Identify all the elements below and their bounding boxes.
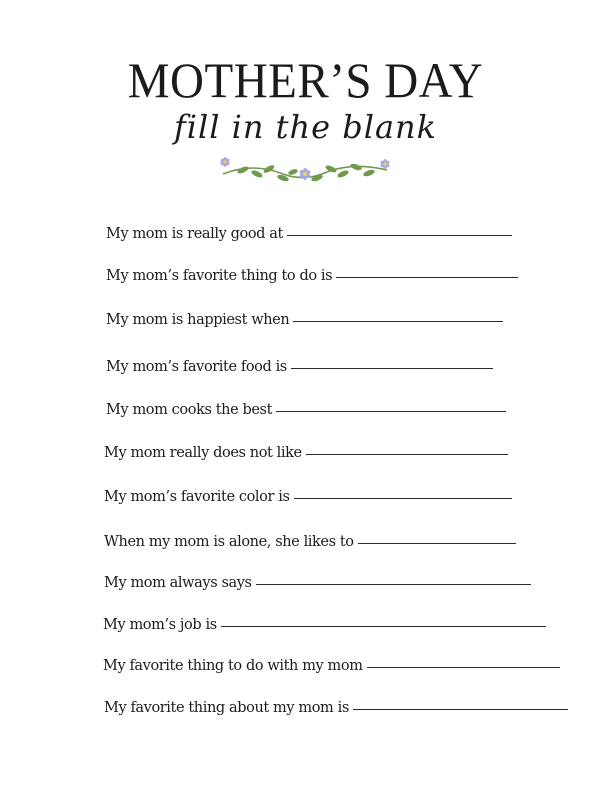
prompt-line [106, 266, 518, 286]
prompt-line [103, 656, 560, 676]
prompt-text: My mom’s favorite thing to do is [106, 268, 333, 284]
prompt-line [104, 443, 508, 463]
answer-blank[interactable] [353, 708, 568, 710]
answer-blank[interactable] [291, 367, 493, 369]
prompt-line [106, 224, 512, 244]
answer-blank[interactable] [336, 276, 518, 278]
floral-vine-icon [213, 154, 397, 188]
flower-right-icon [379, 159, 390, 169]
prompt-line [104, 532, 516, 552]
answer-blank[interactable] [293, 320, 503, 322]
prompt-line [106, 310, 503, 330]
prompt-text: My mom’s job is [103, 617, 217, 633]
prompt-line [103, 615, 546, 635]
page-title: MOTHER’S DAY [127, 53, 484, 109]
prompt-text: My mom’s favorite food is [106, 359, 287, 375]
answer-blank[interactable] [294, 497, 512, 499]
answer-blank[interactable] [276, 410, 506, 412]
prompt-text: My favorite thing to do with my mom [103, 658, 363, 674]
prompt-text: When my mom is alone, she likes to [104, 534, 354, 550]
answer-blank[interactable] [256, 583, 531, 585]
prompt-text: My mom is really good at [106, 226, 283, 242]
prompt-text: My favorite thing about my mom is [104, 700, 349, 716]
flower-left-icon [219, 157, 230, 167]
prompt-text: My mom really does not like [104, 445, 302, 461]
prompt-text: My mom’s favorite color is [104, 489, 290, 505]
prompt-line [106, 357, 493, 377]
answer-blank[interactable] [287, 234, 512, 236]
prompt-text: My mom cooks the best [106, 402, 272, 418]
prompt-text: My mom is happiest when [106, 312, 290, 328]
answer-blank[interactable] [367, 666, 560, 668]
prompt-text: My mom always says [104, 575, 252, 591]
page-subtitle: fill in the blank [173, 108, 438, 146]
prompt-line [104, 698, 568, 718]
prompt-line [106, 400, 506, 420]
answer-blank[interactable] [221, 625, 546, 627]
prompt-line [104, 487, 512, 507]
prompt-line [104, 573, 531, 593]
answer-blank[interactable] [358, 542, 516, 544]
answer-blank[interactable] [306, 453, 508, 455]
